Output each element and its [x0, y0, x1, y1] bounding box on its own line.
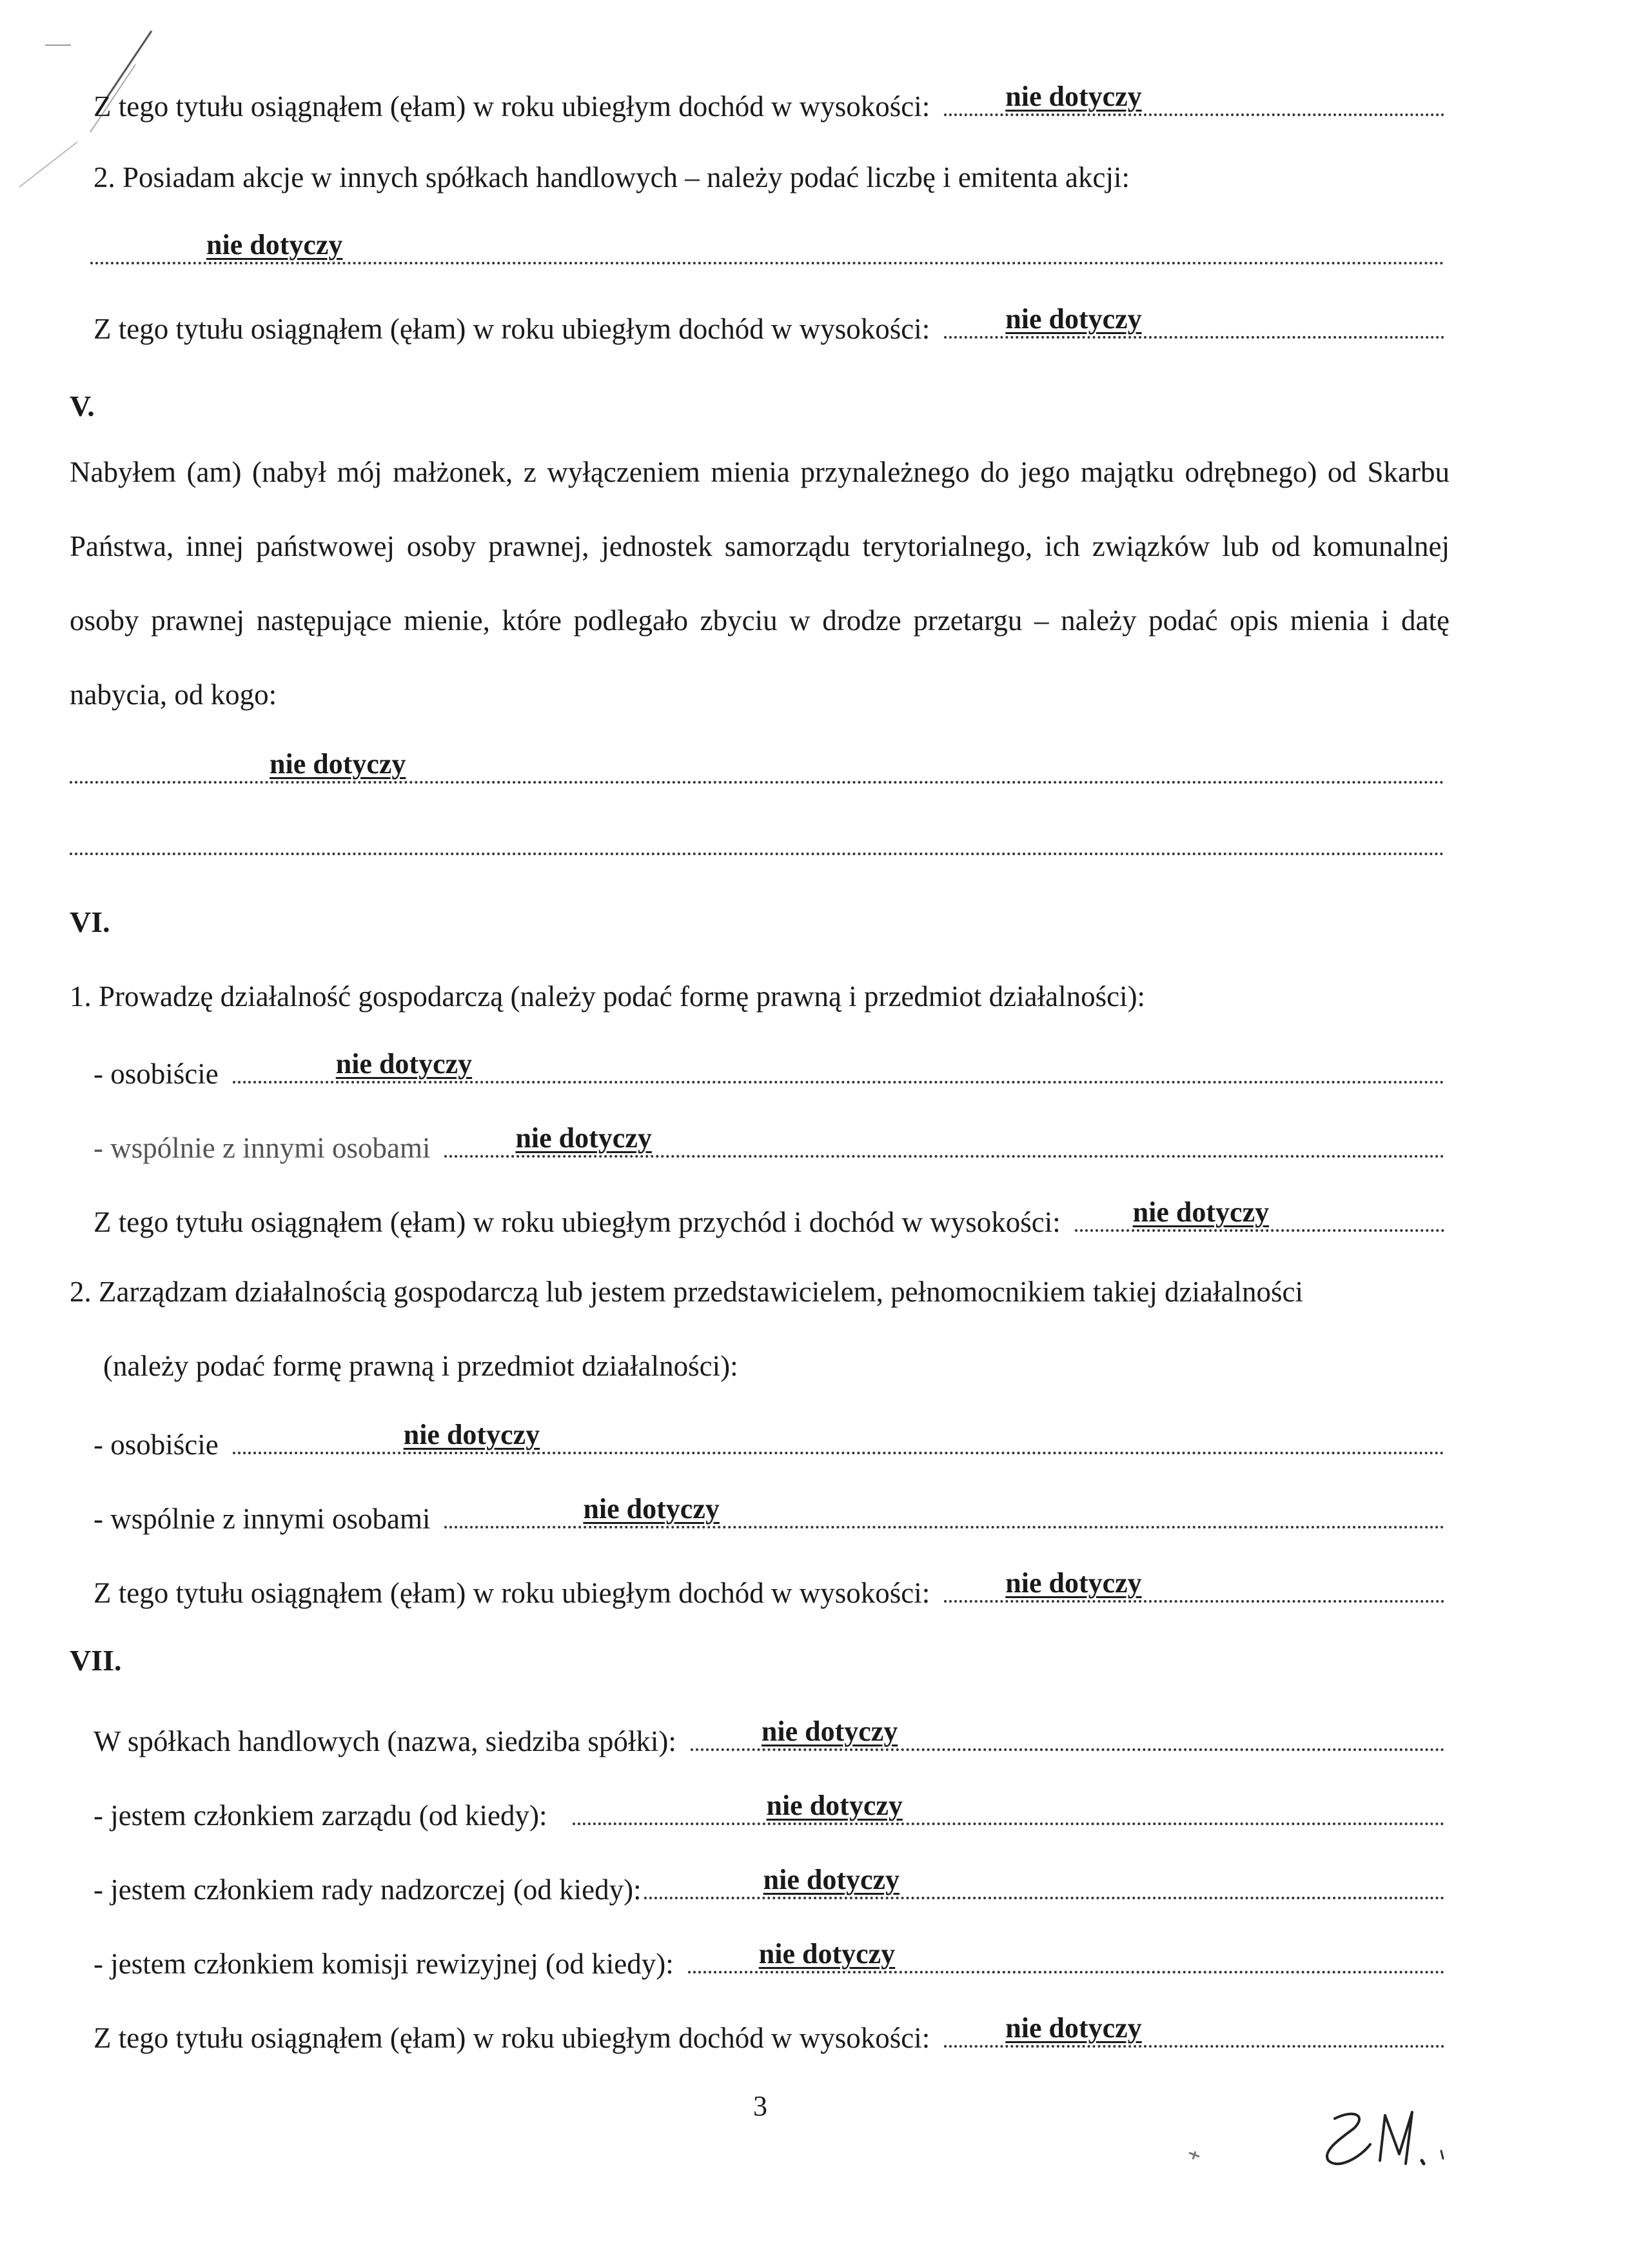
answer-field[interactable] — [233, 1048, 1444, 1083]
answer-value: nie dotyczy — [403, 1419, 540, 1450]
answer-field[interactable] — [1075, 1196, 1444, 1232]
answer-value: nie dotyczy — [1005, 81, 1142, 112]
answer-value: nie dotyczy — [515, 1122, 652, 1154]
answer-value: nie dotyczy — [1005, 2012, 1142, 2044]
personally-line-1 — [93, 1048, 1444, 1093]
handwritten-initials-signature — [1309, 2099, 1457, 2177]
answer-field[interactable] — [688, 1938, 1444, 1973]
answer-field[interactable] — [644, 1864, 1444, 1899]
item-label: - wspólnie z innymi osobami — [93, 1132, 431, 1164]
blank-line[interactable] — [70, 850, 1444, 855]
item-label: - wspólnie z innymi osobami — [93, 1503, 431, 1535]
item-label: - jestem członkiem rady nadzorczej (od kiedy): — [93, 1873, 642, 1906]
shares-answer-line — [90, 229, 1444, 264]
answer-field[interactable] — [444, 1493, 1444, 1528]
item-label: 1. Prowadzę działalność gospodarczą (należy podać formę prawną i przedmiot działalności): — [70, 980, 1146, 1013]
companies-line — [93, 1715, 1444, 1761]
income-label: Z tego tytułu osiągnąłem (ęłam) w roku ubiegłym dochód w wysokości: — [93, 90, 930, 123]
jointly-line-1 — [93, 1122, 1444, 1167]
answer-value: nie dotyczy — [270, 748, 406, 780]
income-line-shares-2 — [93, 303, 1444, 348]
income-line-business-1 — [93, 1196, 1444, 1241]
item-label: - jestem członkiem komisji rewizyjnej (od kiedy): — [93, 1948, 674, 1980]
item-label: - jestem członkiem zarządu (od kiedy): — [93, 1799, 547, 1832]
audit-line — [93, 1938, 1444, 1983]
income-label: Z tego tytułu osiągnąłem (ęłam) w roku ubiegłym dochód w wysokości: — [93, 313, 930, 345]
section-heading-vi: VI. — [70, 905, 110, 938]
answer-field[interactable] — [233, 1419, 1444, 1454]
income-label: Z tego tytułu osiągnąłem (ęłam) w roku ubiegłym dochód w wysokości: — [93, 2022, 930, 2054]
answer-value: nie dotyczy — [761, 1715, 898, 1747]
income-line-shares-1 — [93, 81, 1444, 126]
section-heading-vii: VII. — [70, 1644, 122, 1677]
section-v-answer-line — [70, 748, 1444, 784]
board-line — [93, 1790, 1444, 1835]
answer-value: nie dotyczy — [1132, 1196, 1270, 1228]
answer-field[interactable] — [944, 303, 1444, 339]
answer-field[interactable] — [70, 748, 1444, 784]
answer-field[interactable] — [444, 1122, 1444, 1158]
answer-value: nie dotyczy — [758, 1938, 896, 1970]
answer-value: nie dotyczy — [1005, 1567, 1142, 1599]
answer-value: nie dotyczy — [206, 229, 343, 261]
section-heading-v: V. — [70, 390, 95, 422]
income-label: Z tego tytułu osiągnąłem (ęłam) w roku ubiegłym dochód w wysokości: — [93, 1577, 930, 1609]
personally-line-2 — [93, 1419, 1444, 1464]
answer-value: nie dotyczy — [763, 1864, 900, 1895]
income-line-companies — [93, 2012, 1444, 2057]
income-line-business-2 — [93, 1567, 1444, 1612]
answer-field[interactable] — [944, 81, 1444, 116]
section-vi-item-2 — [70, 1272, 1303, 1311]
supervisory-line — [93, 1864, 1444, 1909]
section-v-text: Nabyłem (am) (nabył mój małżonek, z wyłączeniem mienia przynależnego do jego majątku odrębnego) od Skarbu Państwa, innej państwowej osoby prawnej, jednostek samorządu terytorialnego, ich związków lub od komunalnej osoby prawnej następujące mienie, które podlegało zbyciu w drodze przetargu – należy podać opis mienia i datę nabycia, od kogo: — [70, 456, 1450, 711]
item-label: 2. Posiadam akcje w innych spółkach handlowych – należy podać liczbę i emitenta akcji: — [93, 161, 1130, 193]
jointly-line-2 — [93, 1493, 1444, 1538]
answer-field[interactable] — [90, 229, 1444, 264]
answer-value: nie dotyczy — [766, 1790, 903, 1821]
section-vi-item-1 — [70, 977, 1145, 1016]
item-label: (należy podać formę prawną i przedmiot działalności): — [103, 1350, 738, 1382]
item-label: 2. Zarządzam działalnością gospodarczą lub jestem przedstawicielem, pełnomocnikiem takiej działalności — [70, 1276, 1303, 1308]
answer-field[interactable] — [573, 1790, 1444, 1825]
answer-field[interactable] — [944, 2012, 1444, 2048]
answer-value: nie dotyczy — [583, 1493, 720, 1525]
section-vi-item-2-cont — [103, 1347, 738, 1385]
item-label: - osobiście — [93, 1429, 219, 1461]
answer-field[interactable] — [691, 1715, 1444, 1751]
answer-value: nie dotyczy — [335, 1048, 473, 1080]
page-number: 3 — [753, 2090, 767, 2122]
income-label: Z tego tytułu osiągnąłem (ęłam) w roku ubiegłym przychód i dochód w wysokości: — [93, 1206, 1061, 1238]
answer-value: nie dotyczy — [1005, 303, 1142, 335]
item-label: - osobiście — [93, 1058, 219, 1090]
item-label: W spółkach handlowych (nazwa, siedziba spółki): — [93, 1725, 676, 1757]
shares-item-2 — [93, 158, 1130, 197]
answer-field[interactable] — [944, 1567, 1444, 1603]
pen-dot-mark — [1186, 2148, 1206, 2163]
